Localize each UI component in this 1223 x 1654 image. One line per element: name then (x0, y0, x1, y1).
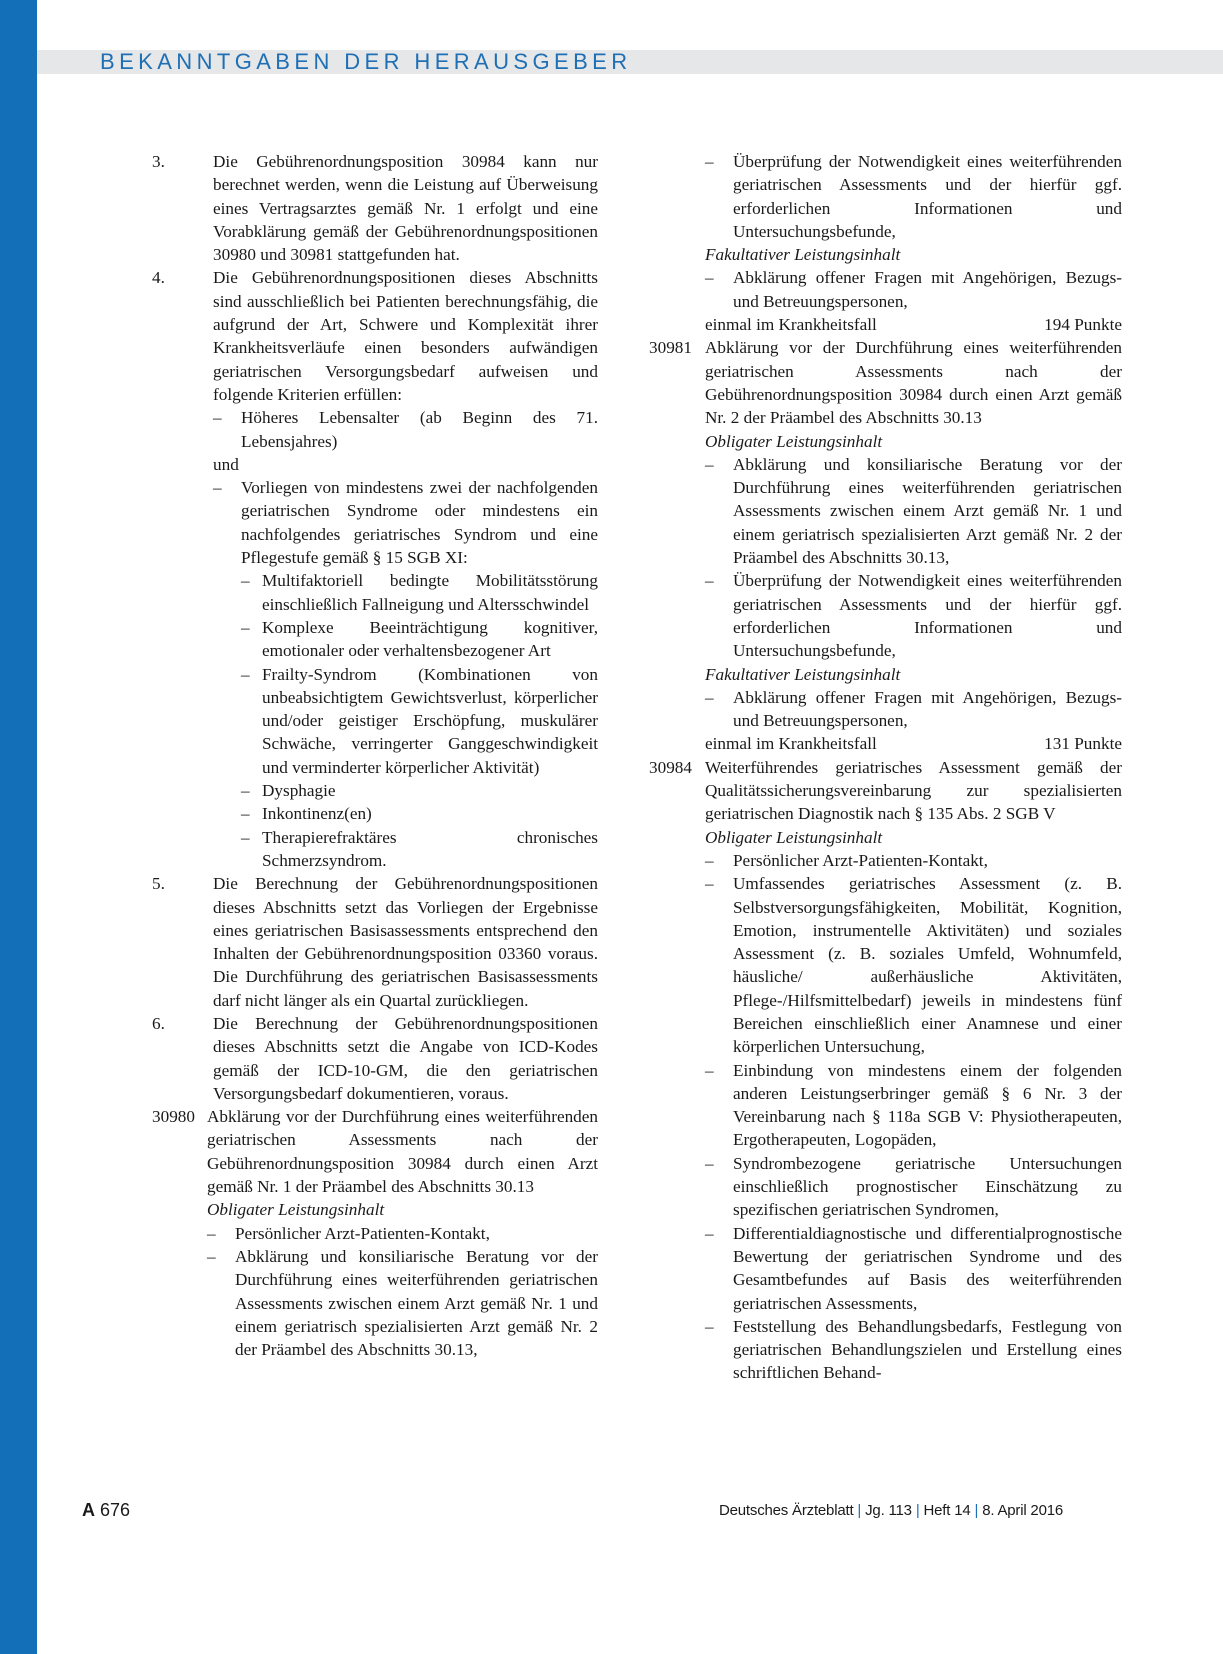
pricing-line: einmal im Krankheitsfall 194 Punkte (705, 315, 1122, 335)
left-column (152, 150, 598, 1361)
criterion: – Höheres Lebensalter (ab Beginn des 71. Lebensjahres) (213, 408, 598, 451)
conjunction: und (213, 454, 239, 474)
syndrome-item: – Multifaktoriell bedingte Mobilitätsstörung einschließlich Fallneigung und Altersschwindel (241, 571, 598, 614)
list-item-6 (152, 1012, 598, 1105)
page-number: A 676 (82, 1500, 131, 1520)
item-number: 5. (152, 874, 165, 894)
gop-30980-continued: – Überprüfung der Notwendigkeit eines weiterführenden geriatrischen Assessments und der hierfür ggf. erforderlichen Informationen und Untersuchungsbefunde, Fakultativer Leistungsinhalt – Abklärung offener Fragen mit Angehörigen, Bezugs- und Betreuungspersonen, einmal im Krankheitsfall 194 Punkte (677, 150, 1122, 336)
item-text: Die Berechnung der Gebührenordnungspositionen dieses Abschnitts setzt die Angabe von ICD-Kodes gemäß der ICD-10-GM, die den geriatrischen Versorgungsbedarf dokumentieren, voraus. (213, 1013, 598, 1103)
item-number: 6. (152, 1013, 165, 1033)
syndrome-item: – Frailty-Syndrom (Kombinationen von unbeabsichtigtem Gewichtsverlust, körperlicher und/oder geistiger Erschöpfung, muskulärer Schwäche, verringerter Ganggeschwindigkeit und verminderter körperlicher Aktivität) (241, 664, 598, 777)
issue: Heft 14 (923, 1502, 971, 1519)
section-header: BEKANNTGABEN DER HERAUSGEBER (100, 49, 632, 74)
list-item-5 (152, 872, 598, 1012)
obligatory-heading: Obligater Leistungsinhalt (705, 431, 883, 451)
gop-code: 30980 (152, 1107, 195, 1127)
gop-30981: 30981 Abklärung vor der Durchführung eines weiterführenden geriatrischen Assessments nach der Gebührenordnungsposition 30984 durch einen Arzt gemäß Nr. 2 der Präambel des Abschnitts 30.13 Obligater Leistungsinhalt – Abklärung und konsiliarische Beratung vor der Durchführung eines weiterführenden geriatrischen Assessments zwischen einem Arzt gemäß Nr. 1 und einem geriatrisch spezialisierten Arzt gemäß Nr. 2 der Präambel des Abschnitts 30.13, – Überprüfung der Notwendigkeit eines weiterführenden geriatrischen Assessments und der hierfür ggf. erforderlichen Informationen und Untersuchungsbefunde, Fakultativer Leistungsinhalt – Abklärung offener Fragen mit Angehörigen, Bezugs- und Betreuungspersonen, einmal im Krankheitsfall 131 Punkte (649, 336, 1122, 755)
item-text: Die Berechnung der Gebührenordnungspositionen dieses Abschnitts setzt das Vorliegen der Ergebnisse eines geriatrischen Basisassessments entsprechend den Inhalten der Gebührenordnungsposition 03360 voraus. Die Durchführung des geriatrischen Basisassessments darf nicht länger als ein Quartal zurückliegen. (213, 874, 598, 1010)
criterion: – Vorliegen von mindestens zwei der nachfolgenden geriatrischen Syndrome oder mindestens ein nachfolgendes geriatrisches Syndrom und eine Pflegestufe gemäß § 15 SGB XI: – Multifaktoriell bedingte Mobilitätsstörung einschließlich Fallneigung und Altersschwindel – Komplexe Beeinträchtigung kognitiver, emotionaler oder verhaltensbezogener Art – Frailty-Syndrom (Kombinationen von unbeabsichtigtem Gewichtsverlust, körperlicher und/oder geistiger Erschöpfung, muskulärer Schwäche, verringerter Ganggeschwindigkeit und verminderter körperlicher Aktivität) – Dysphagie – Inkontinenz(en) – Therapierefraktäres chronisches Schmerzsyndrom. (213, 476, 598, 872)
issue-date: 8. April 2016 (982, 1502, 1063, 1519)
item-text: Die Gebührenordnungspositionen dieses Abschnitts sind ausschließlich bei Patienten berechnungsfähig, die aufgrund der Art, Schwere und Komplexität ihrer Krankheitsverläufe einen besonders aufwändigen geriatrischen Versorgungsbedarf aufweisen und folgende Kriterien erfüllen: (213, 268, 598, 404)
syndrome-item: – Therapierefraktäres chronisches Schmerzsyndrom. (241, 827, 598, 870)
volume: Jg. 113 (865, 1502, 912, 1519)
side-color-bar (0, 0, 37, 1654)
syndrome-item: – Dysphagie (241, 781, 336, 801)
gop-description: Weiterführendes geriatrisches Assessment gemäß der Qualitätssicherungsvereinbarung zur spezialisierten geriatrischen Diagnostik nach § 135 Abs. 2 SGB V (705, 757, 1122, 824)
syndrome-item: – Komplexe Beeinträchtigung kognitiver, emotionaler oder verhaltensbezogener Art (241, 617, 598, 661)
right-column (649, 150, 1122, 1385)
gop-code: 30984 (649, 757, 692, 777)
gop-description: Abklärung vor der Durchführung eines weiterführenden geriatrischen Assessments nach der Gebührenordnungsposition 30984 durch einen Arzt gemäß Nr. 2 der Präambel des Abschnitts 30.13 (705, 338, 1122, 428)
obligatory-heading: Obligater Leistungsinhalt (705, 827, 883, 847)
list-item-4 (152, 266, 598, 872)
gop-30980: 30980 Abklärung vor der Durchführung eines weiterführenden geriatrischen Assessments nach der Gebührenordnungsposition 30984 durch einen Arzt gemäß Nr. 1 der Präambel des Abschnitts 30.13 Obligater Leistungsinhalt – Persönlicher Arzt-Patienten-Kontakt, – Abklärung und konsiliarische Beratung vor der Durchführung eines weiterführenden geriatrischen Assessments zwischen einem Arzt gemäß Nr. 1 und einem geriatrisch spezialisierten Arzt gemäß Nr. 2 der Präambel des Abschnitts 30.13, (152, 1105, 598, 1361)
journal-name: Deutsches Ärzteblatt (719, 1502, 854, 1519)
optional-heading: Fakultativer Leistungsinhalt (705, 245, 901, 265)
obligatory-heading: Obligater Leistungsinhalt (207, 1200, 385, 1220)
syndrome-item: – Inkontinenz(en) (241, 804, 372, 824)
item-body (213, 266, 598, 872)
item-number: 3. (152, 152, 165, 171)
item-number: 4. (152, 268, 165, 288)
publication-info: Deutsches Ärzteblatt | Jg. 113 | Heft 14 | 8. April 2016 (719, 1502, 1063, 1519)
list-item-3 (152, 150, 598, 266)
optional-heading: Fakultativer Leistungsinhalt (705, 664, 901, 684)
pricing-line: einmal im Krankheitsfall 131 Punkte (705, 734, 1122, 754)
gop-description: Abklärung vor der Durchführung eines weiterführenden geriatrischen Assessments nach der Gebührenordnungsposition 30984 durch einen Arzt gemäß Nr. 1 der Präambel des Abschnitts 30.13 (207, 1107, 598, 1197)
item-text: Die Gebührenordnungsposition 30984 kann nur berechnet werden, wenn die Leistung auf Überweisung eines Vertragsarztes gemäß Nr. 1 erfolgt und eine Vorabklärung gemäß der Gebührenordnungspositionen 30980 und 30981 stattgefunden hat. (213, 152, 598, 265)
gop-code: 30981 (649, 338, 692, 358)
gop-30984: 30984 Weiterführendes geriatrisches Assessment gemäß der Qualitätssicherungsvereinbarung zur spezialisierten geriatrischen Diagnostik nach § 135 Abs. 2 SGB V Obligater Leistungsinhalt – Persönlicher Arzt-Patienten-Kontakt, – Umfassendes geriatrisches Assessment (z. B. Selbstversorgungsfähigkeiten, Mobilität, Kognition, Emotion, instrumentelle Aktivitäten) und soziales Assessment (z. B. soziales Umfeld, Wohnumfeld, häusliche/ außerhäusliche Aktivitäten, Pflege-/Hilfsmittelbedarf) jeweils in mindestens fünf Bereichen einschließlich einer Anamnese und einer körperlichen Untersuchung, – Einbindung von mindestens einem der folgenden anderen Leistungserbringer gemäß § 6 Nr. 3 der Vereinbarung nach § 118a SGB V: Physiotherapeuten, Ergotherapeuten, Logopäden, – Syndrombezogene geriatrische Untersuchungen einschließlich prognostischer Einschätzung zu spezifischen geriatrischen Syndromen, – Differentialdiagnostische und differentialprognostische Bewertung der geriatrischen Syndrome und des Gesamtbefundes auf Basis des weiterführenden geriatrischen Assessments, – Feststellung des Behandlungsbedarfs, Festlegung von geriatrischen Behandlungszielen und Erstellung eines schriftlichen Behand- (649, 756, 1122, 1385)
